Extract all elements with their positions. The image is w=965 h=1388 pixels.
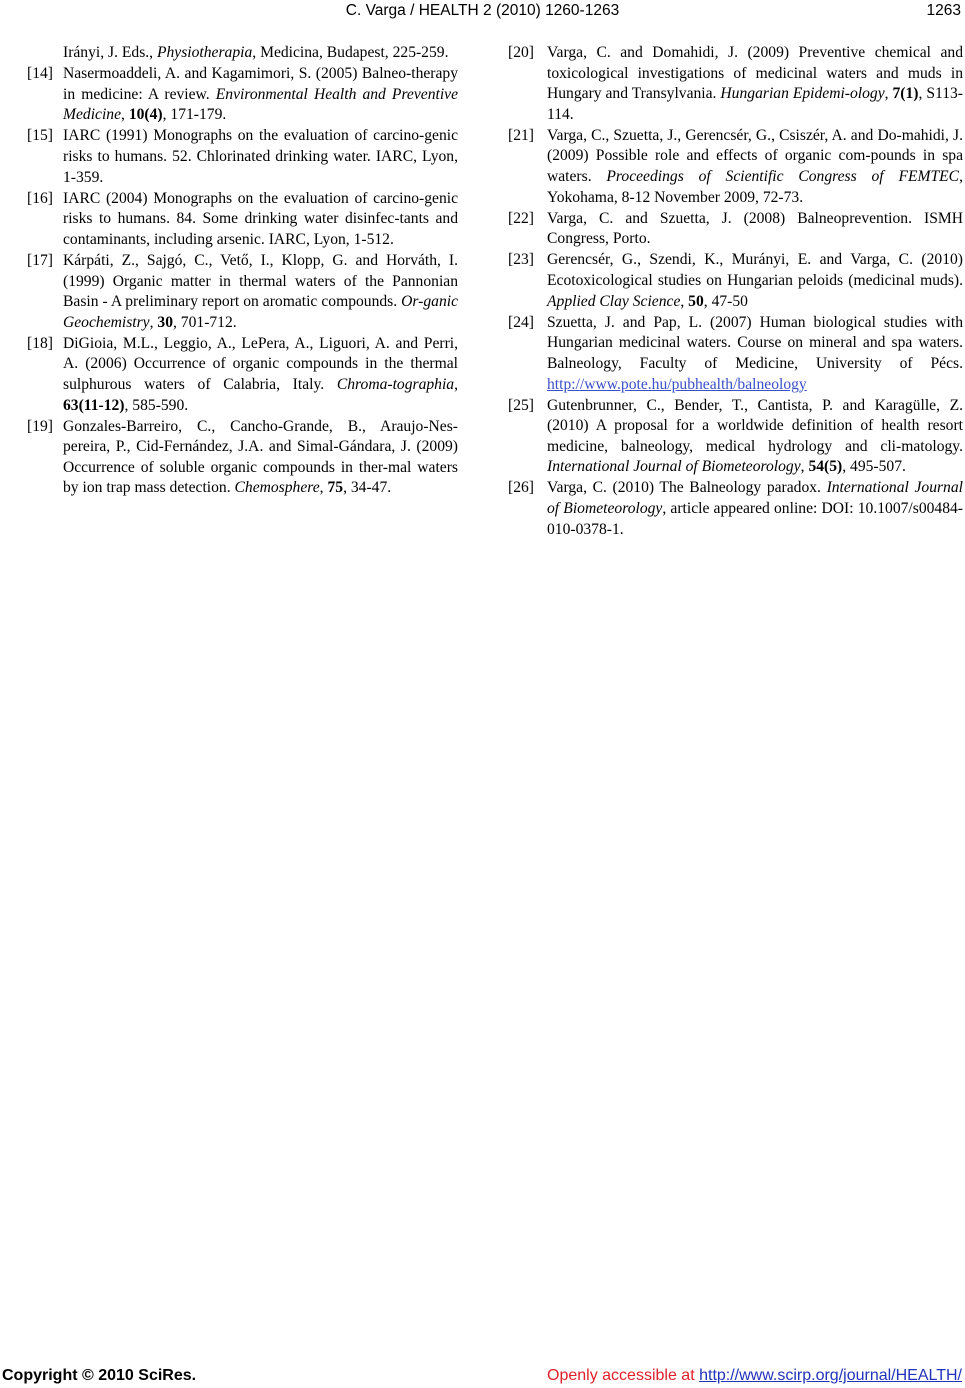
reference-item <box>27 43 458 64</box>
reference-text: , <box>121 106 129 124</box>
reference-text: , <box>149 313 158 331</box>
reference-text: , <box>680 292 689 310</box>
references-right-column <box>508 43 963 541</box>
reference-volume: 50 <box>688 292 704 310</box>
reference-text: , 701-712. <box>173 313 237 331</box>
copyright-text: Copyright © 2010 SciRes. <box>2 1367 197 1384</box>
reference-text: , article appeared online: DOI: 10.1007/s00484-010-0378-1. <box>547 500 963 538</box>
reference-text: , S113-114. <box>547 85 963 123</box>
reference-source: Hungarian Epidemi-ology <box>720 85 885 103</box>
reference-text: , Yokohama, 8-12 November 2009, 72-73. <box>547 168 963 206</box>
access-prefix: Openly accessible at <box>547 1367 700 1384</box>
reference-text: , Medicina, Budapest, 225-259. <box>252 44 449 61</box>
reference-text: , <box>319 479 328 497</box>
reference-volume: 10(4) <box>128 106 163 124</box>
reference-source: International Journal of Biometeorology <box>547 458 801 476</box>
reference-number: [26] <box>508 479 534 497</box>
reference-number: [20] <box>508 44 534 61</box>
reference-number: [16] <box>27 189 53 207</box>
reference-text: , <box>884 85 893 103</box>
reference-source: Physiotherapia <box>156 44 253 61</box>
reference-volume: 30 <box>157 313 173 331</box>
reference-number: [19] <box>27 417 53 435</box>
reference-text: Irányi, J. Eds., <box>63 44 157 61</box>
reference-number: [15] <box>27 127 53 145</box>
reference-item <box>508 313 963 395</box>
reference-number: [14] <box>27 65 53 83</box>
reference-volume: 54(5) <box>808 458 843 476</box>
reference-text: IARC (2004) Monographs on the evaluation of carcino-genic risks to humans. 84. Some drinking water disinfec-tants and contaminants, including arsenic. IARC, Lyon, 1-512. <box>63 189 458 248</box>
references-left-column <box>27 43 458 500</box>
reference-link[interactable]: http://www.pote.hu/pubhealth/balneology <box>547 375 807 393</box>
reference-number: [18] <box>27 334 53 352</box>
reference-text: , 34-47. <box>343 479 392 497</box>
reference-text: , 47-50 <box>703 292 748 310</box>
reference-item <box>508 478 963 540</box>
reference-number: [21] <box>508 126 534 144</box>
access-note <box>547 1367 962 1385</box>
reference-number: [22] <box>508 209 534 227</box>
header-title: C. Varga / HEALTH 2 (2010) 1260-1263 <box>345 2 620 19</box>
reference-number: [17] <box>27 251 53 269</box>
reference-item <box>27 417 458 499</box>
reference-text: Varga, C., Szuetta, J., Gerencsér, G., Csiszér, A. and Do-mahidi, J. (2009) Possible role and effects of organic com-pounds in spa waters. <box>547 126 963 186</box>
journal-link[interactable]: http://www.scirp.org/journal/HEALTH/ <box>699 1367 962 1384</box>
reference-item <box>508 43 963 125</box>
reference-text: Szuetta, J. and Pap, L. (2007) Human biological studies with Hungarian medicinal waters. Course on mineral and spa waters. Balneology, Faculty of Medicine, University of Pécs. <box>547 313 963 372</box>
reference-volume: 7(1) <box>892 85 919 103</box>
reference-text: Varga, C. and Domahidi, J. (2009) Preventive chemical and toxicological investigations of medicinal waters and muds in Hungary and Transylvania. <box>547 44 963 103</box>
reference-item <box>508 209 963 250</box>
reference-text: Varga, C. and Szuetta, J. (2008) Balneoprevention. ISMH Congress, Porto. <box>547 209 963 248</box>
reference-source: International Journal of Biometeorology <box>547 479 963 518</box>
reference-source: Or-ganic Geochemistry <box>63 293 458 331</box>
reference-text: Kárpáti, Z., Sajgó, C., Vető, I., Klopp, G. and Horváth, I. (1999) Organic matter in thermal waters of the Pannonian Basin - A preliminary report on aromatic compounds. <box>63 251 458 311</box>
reference-item <box>27 251 458 333</box>
reference-text: , 495-507. <box>842 458 906 476</box>
reference-item <box>508 126 963 208</box>
reference-item <box>27 64 458 126</box>
reference-text: , <box>800 458 809 476</box>
reference-text: Nasermoaddeli, A. and Kagamimori, S. (2005) Balneo-therapy in medicine: A review. <box>63 65 458 103</box>
reference-item <box>508 250 963 312</box>
reference-text: IARC (1991) Monographs on the evaluation of carcino-genic risks to humans. 52. Chlorinated drinking water. IARC, Lyon, 1-359. <box>63 127 458 186</box>
reference-text: Varga, C. (2010) The Balneology paradox. <box>547 479 827 497</box>
page-number: 1263 <box>926 2 961 19</box>
reference-item <box>27 189 458 251</box>
reference-volume: 63(11-12) <box>63 396 125 414</box>
reference-item <box>508 396 963 478</box>
reference-number: [24] <box>508 313 534 331</box>
reference-volume: 75 <box>327 479 344 497</box>
reference-text: Gerencsér, G., Szendi, K., Murányi, E. and Varga, C. (2010) Ecotoxicological studies on Hungarian peloids (medicinal muds). <box>547 251 963 290</box>
reference-text: , <box>454 376 458 393</box>
reference-text: Gutenbrunner, C., Bender, T., Cantista, P. and Karagülle, Z. (2010) A proposal for a worldwide definition of health resort medicine, balneology, medical hydrology and cli-matology. <box>547 396 963 455</box>
reference-source: Proceedings of Scientific Congress of FEMTEC <box>606 168 960 186</box>
reference-source: Chemosphere <box>234 479 320 497</box>
reference-source: Environmental Health and Preventive Medicine <box>63 85 458 124</box>
reference-number: [25] <box>508 396 534 414</box>
reference-text: , 585-590. <box>124 396 189 414</box>
reference-number: [23] <box>508 251 534 269</box>
reference-item <box>27 126 458 188</box>
reference-text: Gonzales-Barreiro, C., Cancho-Grande, B., Araujo-Nes-pereira, P., Cid-Fernández, J.A. and Simal-Gándara, J. (2009) Occurrence of soluble organic compounds in ther-mal waters by ion trap mass detection. <box>63 417 458 497</box>
reference-item <box>27 334 458 416</box>
reference-source: Chroma-tographia <box>336 376 455 393</box>
reference-source: Applied Clay Science <box>547 292 681 310</box>
reference-text: DiGioia, M.L., Leggio, A., LePera, A., Liguori, A. and Perri, A. (2006) Occurrence of organic compounds in the thermal sulphurous waters of Calabria, Italy. <box>63 334 458 393</box>
reference-text: , 171-179. <box>162 106 227 124</box>
